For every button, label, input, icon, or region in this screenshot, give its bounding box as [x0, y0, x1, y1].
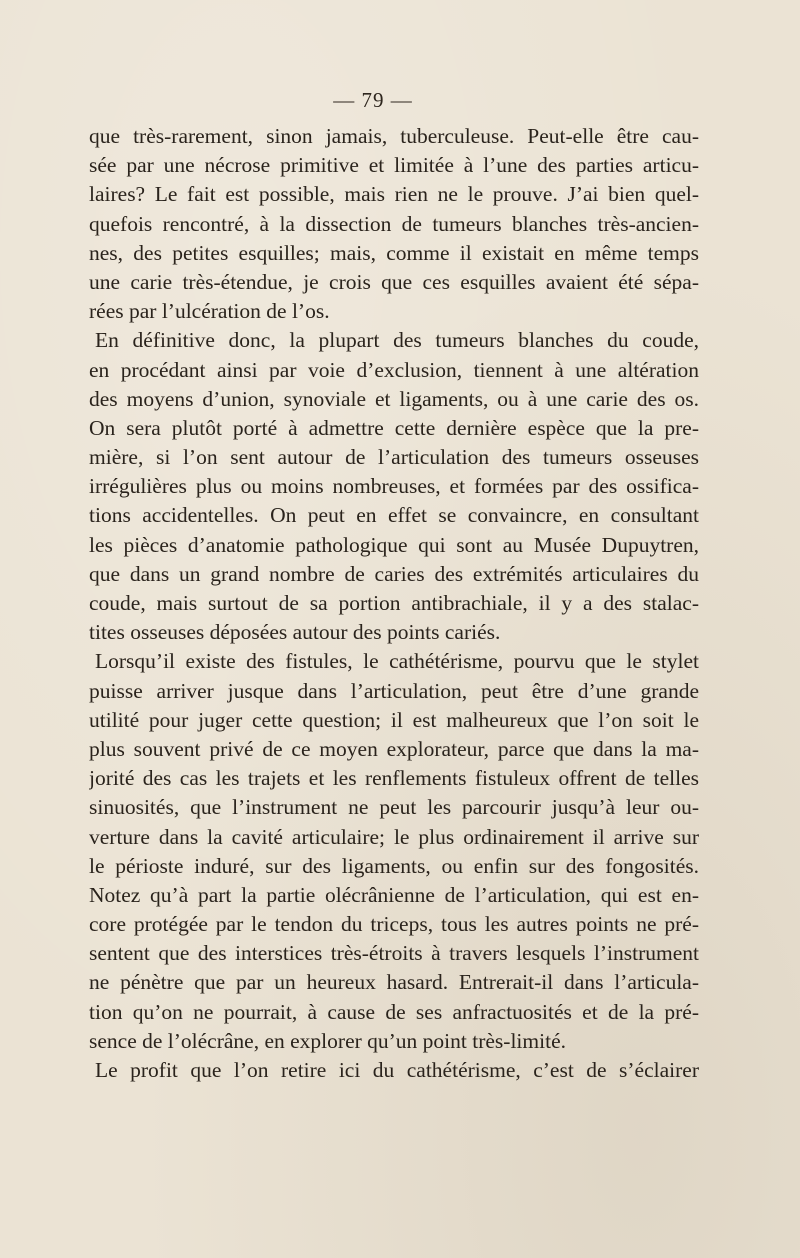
page-number: — 79 —	[333, 88, 413, 112]
text-line: puisse arriver jusque dans l’articulation, peut être d’une grande	[89, 678, 699, 703]
text-line: core protégée par le tendon du triceps, tous les autres points ne pré-	[89, 912, 699, 937]
paragraph-3	[89, 647, 699, 1056]
text-line: sence de l’olécrâne, en explorer qu’un point très-limité.	[89, 1028, 566, 1053]
text-line: le périoste induré, sur des ligaments, ou enfin sur des fongosités.	[89, 853, 699, 878]
text-line: nes, des petites esquilles; mais, comme il existait en même temps	[89, 240, 699, 265]
text-line: tions accidentelles. On peut en effet se convaincre, en consultant	[89, 503, 699, 528]
text-line: tites osseuses déposées autour des points cariés.	[89, 620, 501, 645]
text-line: Le profit que l’on retire ici du cathétérisme, c’est de s’éclairer	[95, 1058, 699, 1082]
paragraph-2	[89, 326, 699, 647]
text-line: mière, si l’on sent autour de l’articulation des tumeurs osseuses	[89, 445, 699, 470]
text-line: ne pénètre que par un heureux hasard. Entrerait-il dans l’articula-	[89, 970, 699, 995]
body-text	[89, 122, 699, 1085]
text-line: sée par une nécrose primitive et limitée à l’une des parties articu-	[89, 153, 699, 178]
text-line: jorité des cas les trajets et les renflements fistuleux offrent de telles	[89, 766, 699, 791]
text-line: coude, mais surtout de sa portion antibrachiale, il y a des stalac-	[89, 591, 699, 615]
text-line: Lorsqu’il existe des fistules, le cathétérisme, pourvu que le stylet	[95, 649, 699, 674]
text-line: une carie très-étendue, je crois que ces esquilles avaient été sépa-	[89, 269, 699, 294]
text-line: des moyens d’union, synoviale et ligaments, ou à une carie des os.	[89, 386, 699, 411]
text-line: que très-rarement, sinon jamais, tuberculeuse. Peut-elle être cau-	[89, 124, 699, 148]
text-line: que dans un grand nombre de caries des extrémités articulaires du	[89, 561, 699, 586]
text-line: utilité pour juger cette question; il est malheureux que l’on soit le	[89, 707, 699, 732]
text-line: irrégulières plus ou moins nombreuses, et formées par des ossifica-	[89, 474, 699, 499]
text-line: Notez qu’à part la partie olécrânienne de l’articulation, qui est en-	[89, 882, 699, 907]
text-line: sinuosités, que l’instrument ne peut les parcourir jusqu’à leur ou-	[89, 795, 699, 820]
text-line: plus souvent privé de ce moyen explorateur, parce que dans la ma-	[89, 736, 699, 761]
text-line: On sera plutôt porté à admettre cette dernière espèce que la pre-	[89, 415, 699, 440]
text-line: laires? Le fait est possible, mais rien ne le prouve. J’ai bien quel-	[89, 182, 699, 207]
text-line: en procédant ainsi par voie d’exclusion, tiennent à une altération	[89, 357, 699, 382]
text-line: sentent que des interstices très-étroits à travers lesquels l’instrument	[89, 941, 699, 966]
paragraph-1	[89, 122, 699, 326]
text-line: les pièces d’anatomie pathologique qui sont au Musée Dupuytren,	[89, 532, 699, 557]
text-line: En définitive donc, la plupart des tumeurs blanches du coude,	[95, 328, 699, 353]
text-line: verture dans la cavité articulaire; le plus ordinairement il arrive sur	[89, 824, 699, 849]
paragraph-4	[89, 1056, 699, 1085]
text-line: quefois rencontré, à la dissection de tumeurs blanches très-ancien-	[89, 211, 699, 236]
text-line: rées par l’ulcération de l’os.	[89, 299, 330, 324]
text-line: tion qu’on ne pourrait, à cause de ses anfractuosités et de la pré-	[89, 999, 699, 1024]
